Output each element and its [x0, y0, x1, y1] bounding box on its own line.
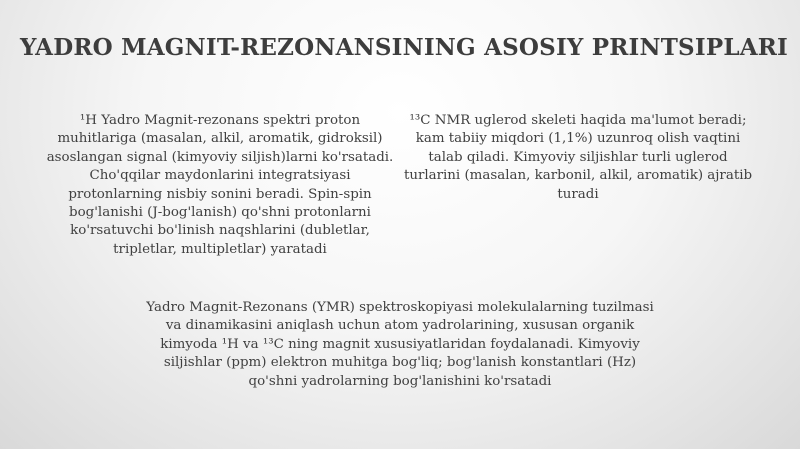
h-nmr-paragraph: ¹H Yadro Magnit-rezonans spektri proton muhitlariga (masalan, alkil, aromatik, gidroksil) asoslangan signal (kimyoviy siljish)larni ko'rsatadi. Cho'qqilar maydonlarini integratsiyasi protonlarning nisbiy sonini beradi. Spin-spin bog'lanishi (J-bog'lanish) qo'shni protonlarni ko'rsatuvchi bo'linish naqshlarini (dubletlar, tripletlar, multipletlar) yaratadi — [46, 113, 394, 257]
slide-title: YADRO MAGNIT-REZONANSINING ASOSIY PRINTSIPLARI — [20, 34, 789, 61]
c-nmr-paragraph: ¹³C NMR uglerod skeleti haqida ma'lumot beradi; kam tabiiy miqdori (1,1%) uzunroq olish vaqtini talab qiladi. Kimyoviy siljishlar turli uglerod turlarini (masalan, karbonil, alkil, aromatik) ajratib turadi — [403, 113, 753, 202]
overview-paragraph: Yadro Magnit-Rezonans (YMR) spektroskopiyasi molekulalarning tuzilmasi va dinamikasini aniqlash uchun atom yadrolarining, xususan organik kimyoda ¹H va ¹³C ning magnit xususiyatlaridan foydalanadi. Kimyoviy siljishlar (ppm) elektron muhitga bog'liq; bog'lanish konstantlari (Hz) qo'shni yadrolarning bog'lanishini ko'rsatadi — [146, 300, 654, 389]
